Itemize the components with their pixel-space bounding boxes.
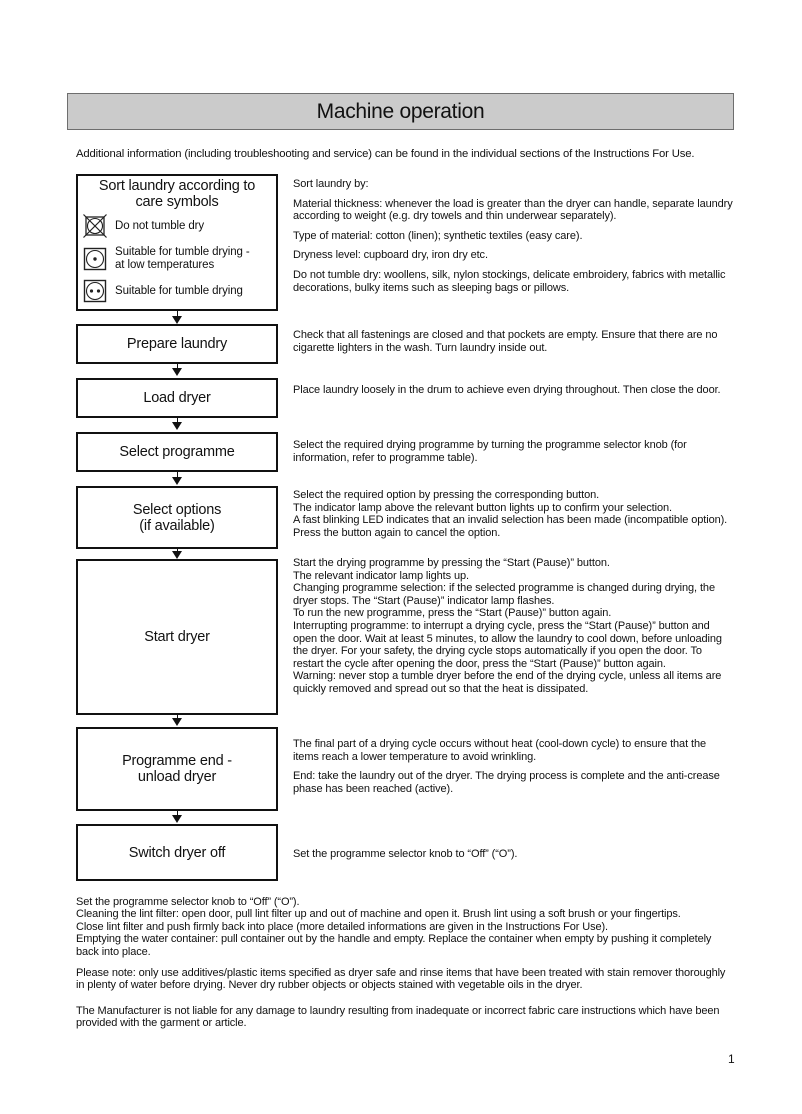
step-label: Start dryer	[144, 629, 210, 645]
step-label-line: care symbols	[135, 194, 219, 210]
description-paragraph: Warning: never stop a tumble dryer before the end of the drying cycle, unless all items are quickly removed and spread out so that the heat is dissipated.	[293, 670, 722, 695]
step-label-line: (if available)	[139, 517, 215, 534]
step-description-select-programme	[293, 439, 733, 464]
step-description-switch-dryer-off	[293, 848, 733, 861]
description-paragraph: Changing programme selection: if the selected programme is changed during drying, the dryer stops. The “Start (Pause)” indicator lamp flashes.	[293, 582, 715, 607]
footer-paragraph: Close lint filter and push firmly back into place (more detailed informations are given in the Instructions For Use).	[76, 920, 608, 933]
step-label	[133, 502, 221, 534]
step-label-line: Select options	[132, 501, 222, 518]
care-symbol-label: Do not tumble dry	[115, 219, 205, 232]
description-paragraph: Type of material: cotton (linen); synthetic textiles (easy care).	[293, 229, 583, 242]
care-symbol-label-line: at low temperatures	[115, 258, 215, 271]
step-description-select-options	[293, 489, 733, 539]
page-title: Machine operation	[67, 93, 734, 130]
step-label: Load dryer	[143, 390, 211, 406]
step-description-prepare-laundry	[293, 329, 733, 354]
description-paragraph: Sort laundry by:	[293, 178, 369, 190]
description-paragraph: The relevant indicator lamp lights up.	[293, 569, 469, 582]
step-label-line: Sort laundry according to	[98, 178, 256, 194]
care-symbol-label: Suitable for tumble drying	[115, 284, 243, 297]
step-label-line: unload dryer	[137, 769, 217, 785]
note-text: Please note: only use additives/plastic items specified as dryer safe and rinse items that have been treated with stain remover thoroughly in plenty of water before drying. Never dry rubber objects or objects stained with vegetable oils in the dryer.	[76, 967, 726, 992]
disclaimer-text: The Manufacturer is not liable for any damage to laundry resulting from inadequate or incorrect fabric care instructions which have been provided with the garment or article.	[76, 1005, 720, 1030]
step-box-sort-laundry	[76, 174, 278, 311]
step-description-load-dryer	[293, 384, 733, 397]
footer-paragraph: Emptying the water container: pull container out by the handle and empty. Replace the container when empty by pushing it completely back into place.	[76, 933, 712, 958]
care-symbol-row	[83, 214, 204, 238]
step-box-prepare-laundry	[76, 324, 278, 364]
footer-paragraph: Set the programme selector knob to “Off” (“O”).	[76, 896, 300, 908]
step-description-programme-end	[293, 738, 733, 795]
description-paragraph: Place laundry loosely in the drum to achieve even drying throughout. Then close the door.	[293, 384, 721, 396]
care-symbol-label-line: Suitable for tumble drying -	[115, 246, 250, 258]
do-not-tumble-dry-icon	[83, 214, 107, 238]
intro-text: Additional information (including troubleshooting and service) can be found in the individual sections of the Instructions For Use.	[76, 148, 695, 160]
step-description-start-dryer	[293, 557, 733, 696]
description-paragraph: End: take the laundry out of the dryer. The drying process is complete and the anti-crease phase has been reached (active).	[293, 770, 720, 795]
step-label: Prepare laundry	[126, 336, 228, 352]
step-label: Switch dryer off	[128, 844, 226, 861]
step-label	[78, 178, 276, 210]
tumble-dry-normal-icon	[83, 279, 107, 303]
description-paragraph: Do not tumble dry: woollens, silk, nylon stockings, delicate embroidery, fabrics with metallic decorations, bulky items such as sleeping bags or pillows.	[293, 268, 726, 294]
description-paragraph: Set the programme selector knob to “Off” (“O”).	[293, 848, 518, 860]
step-box-load-dryer	[76, 378, 278, 418]
step-label-line: Programme end -	[122, 753, 232, 769]
description-paragraph: Select the required option by pressing the corresponding button.	[293, 489, 600, 501]
description-paragraph: Start the drying programme by pressing the “Start (Pause)” button.	[293, 557, 610, 569]
description-paragraph: Select the required drying programme by turning the programme selector knob (for information, refer to programme table).	[293, 439, 687, 464]
care-symbol-label	[115, 246, 250, 271]
care-symbol-row	[83, 279, 243, 303]
tumble-dry-low-icon	[83, 247, 107, 271]
page-number: 1	[728, 1052, 735, 1066]
description-paragraph: Dryness level: cupboard dry, iron dry etc.	[293, 249, 488, 262]
step-label: Select programme	[119, 444, 235, 460]
step-box-switch-dryer-off	[76, 824, 278, 881]
description-paragraph: A fast blinking LED indicates that an invalid selection has been made (incompatible option). Press the button again to cancel the option.	[293, 514, 728, 539]
description-paragraph: To run the new programme, press the “Start (Pause)” button again.	[293, 607, 612, 620]
description-paragraph: Material thickness: whenever the load is greater than the dryer can handle, separate laundry according to weight (e.g. dry towels and thin underwear separately).	[293, 197, 733, 223]
step-label	[122, 753, 232, 785]
care-symbol-row	[83, 246, 250, 271]
description-paragraph: The final part of a drying cycle occurs without heat (cool-down cycle) to ensure that the items reach a lower temperature to avoid wrinkling.	[293, 738, 706, 763]
step-box-programme-end	[76, 727, 278, 811]
step-box-start-dryer	[76, 559, 278, 715]
maintenance-text	[76, 896, 756, 958]
step-description-sort-laundry	[293, 178, 733, 294]
description-paragraph: Interrupting programme: to interrupt a drying cycle, press the “Start (Pause)” button and open the door. Wait at least 5 minutes, to allow the laundry to cool down, before unloading the dryer. For your safety, the drying cycle stops automatically if you open the door. To restart the cycle after opening the door, press the “Start (Pause)” button again.	[293, 619, 722, 670]
footer-paragraph: Cleaning the lint filter: open door, pull lint filter up and out of machine and open it. Brush lint using a soft brush or your fingertips.	[76, 908, 681, 921]
step-box-select-programme	[76, 432, 278, 472]
description-paragraph: Check that all fastenings are closed and that pockets are empty. Ensure that there are no cigarette lighters in the wash. Turn laundry inside out.	[293, 329, 718, 354]
description-paragraph: The indicator lamp above the relevant button lights up to confirm your selection.	[293, 501, 672, 514]
step-box-select-options	[76, 486, 278, 549]
